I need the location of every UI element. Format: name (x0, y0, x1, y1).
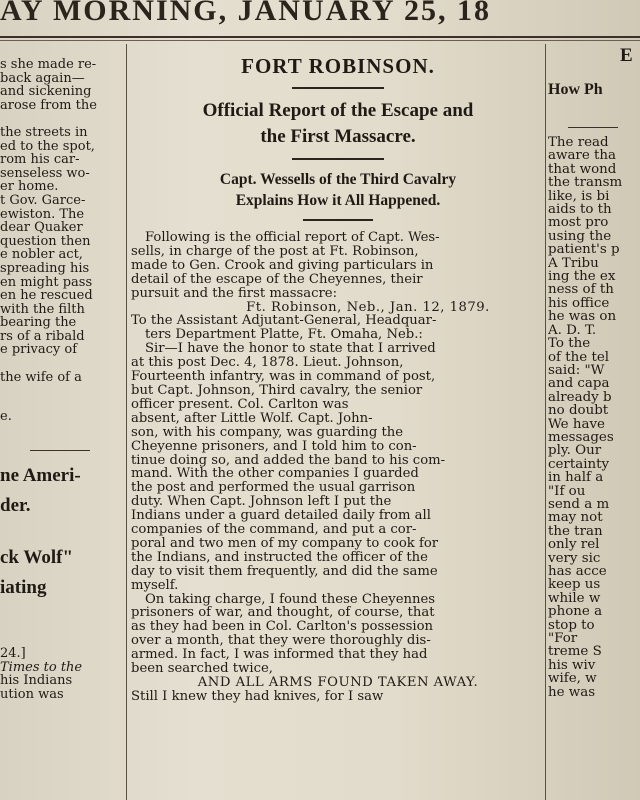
text-line: has acce (548, 564, 607, 579)
text-line: "For (548, 631, 578, 647)
text-line: prisoners of war, and thought, of course, that (131, 605, 435, 621)
masthead (0, 0, 640, 30)
text-line: Indians under a guard detailed daily from all (131, 508, 431, 524)
subheadline-line: Explains How it All Happened. (235, 192, 441, 209)
text-line: Times to the (0, 659, 83, 675)
text-line: Sir—I have the honor to state that I arrived (145, 341, 436, 357)
text-line (0, 112, 124, 126)
text-line: pursuit and the first massacre: (131, 285, 338, 301)
text-line: ed to the spot, (0, 138, 95, 154)
text-line: absent, after Little Wolf. Capt. John- (131, 410, 373, 426)
text-line: stop to (548, 617, 595, 633)
text-line: messages (548, 429, 614, 445)
text-line: at this post Dec. 4, 1878. Lieut. Johnson, (131, 355, 404, 371)
text-line: "If ou (548, 483, 586, 499)
subhead-dash (292, 158, 384, 160)
text-line: t Gov. Garce- (0, 192, 86, 208)
text-line: only rel (548, 537, 600, 553)
headline-line: iating (0, 576, 47, 598)
column-separator-right (545, 44, 546, 800)
text-line: and sickening (0, 84, 92, 100)
text-line: send a m (548, 496, 610, 512)
text-line: spreading his (0, 260, 90, 276)
text-line: en he rescued (0, 288, 93, 304)
text-line: bearing the (0, 315, 77, 331)
article-address (131, 314, 545, 342)
text-line: rs of a ribald (0, 328, 85, 344)
text-line: phone a (548, 604, 603, 620)
text-line: been searched twice, (131, 661, 273, 677)
right-column-top: E (620, 45, 633, 66)
text-line: aids to th (548, 202, 612, 218)
subheadline-2 (131, 169, 545, 211)
subheadline-line: the First Massacre. (260, 126, 416, 147)
text-line: ution was (0, 687, 64, 703)
text-line: er home. (0, 179, 59, 195)
text-line: patient's p (548, 242, 620, 258)
text-line: To the Assistant Adjutant-General, Headquar- (131, 313, 437, 329)
text-line: back again— (0, 70, 85, 86)
text-line: poral and two men of my company to cook for (131, 535, 439, 551)
text-line: over a month, that they were thoroughly dis- (131, 633, 431, 649)
right-column-text (548, 136, 640, 699)
text-line: made to Gen. Crook and giving particulars in (131, 257, 434, 273)
text-line: son, with his company, was guarding the (131, 424, 404, 440)
text-line: A. D. T. (548, 322, 597, 338)
text-line: in half a (548, 470, 604, 486)
headline-dash (292, 87, 384, 89)
text-line: rom his car- (0, 152, 80, 168)
text-line: en might pass (0, 274, 93, 290)
divider (30, 450, 90, 451)
text-line: duty. When Capt. Johnson left I put the (131, 494, 392, 510)
text-line: of the tel (548, 349, 610, 365)
text-line: the tran (548, 523, 603, 539)
text-line: On taking charge, I found these Cheyennes (145, 591, 436, 607)
left-column-text (0, 58, 124, 384)
subheadline-line: Capt. Wessells of the Third Cavalry (219, 171, 457, 188)
text-line: said: "W (548, 362, 605, 378)
text-line: Cheyenne prisoners, and I told him to con- (131, 438, 417, 454)
text-line: e nobler act, (0, 247, 83, 263)
text-line: ing the ex (548, 269, 616, 285)
right-column-headline: How Ph (548, 81, 603, 98)
text-line: the streets in (0, 124, 88, 140)
text-line: myself. (131, 577, 179, 593)
text-line: s she made re- (0, 58, 97, 72)
text-line: his office (548, 295, 610, 311)
article-body-1 (131, 342, 545, 592)
dateline: Ft. Robinson, Neb., Jan. 12, 1879. (246, 299, 490, 315)
text-line: using the (548, 228, 612, 244)
section-caps-line: AND ALL ARMS FOUND TAKEN AWAY. (197, 675, 479, 690)
left-column-headline-2 (0, 543, 124, 603)
text-line: keep us (548, 577, 601, 593)
text-line: but Capt. Johnson, Third cavalry, the senior (131, 382, 423, 398)
text-line: detail of the escape of the Cheyennes, their (131, 271, 423, 287)
text-line: e privacy of (0, 342, 78, 358)
article-last-line: Still I knew they had knives, for I saw (131, 688, 384, 704)
text-line: We have (548, 416, 605, 432)
text-line: day to visit them frequently, and did the same (131, 563, 438, 579)
text-line: armed. In fact, I was informed that they had (131, 647, 428, 663)
text-line: with the filth (0, 301, 85, 317)
text-line: dear Quaker (0, 220, 83, 236)
text-line: no doubt (548, 403, 609, 419)
headline-line: ne Ameri- (0, 464, 81, 486)
text-line: ters Department Platte, Ft. Omaha, Neb.: (145, 327, 423, 343)
masthead-rule-thin (0, 40, 640, 41)
text-line: certainty (548, 456, 610, 472)
text-line: ness of th (548, 282, 614, 298)
text-line: senseless wo- (0, 165, 90, 181)
text-line: the wife of a (0, 369, 82, 385)
left-column (0, 58, 124, 800)
subheadline-line: Official Report of the Escape and (202, 100, 474, 121)
right-column (548, 45, 640, 800)
text-line: arose from the (0, 97, 97, 113)
text-line: the transm (548, 175, 623, 191)
subhead2-dash (303, 219, 373, 221)
text-line: Fourteenth infantry, was in command of post, (131, 369, 436, 385)
text-line: ewiston. The (0, 206, 85, 222)
text-line: officer present. Col. Carlton was (131, 396, 349, 412)
text-line: the Indians, and instructed the officer of the (131, 549, 428, 565)
text-line: A Tribu (548, 255, 599, 271)
text-line: his wiv (548, 657, 596, 673)
headline-line: ck Wolf" (0, 546, 74, 568)
text-line: already b (548, 389, 612, 405)
left-column-bottom-text (0, 661, 124, 702)
headline-line: der. (0, 494, 31, 516)
text-line: while w (548, 590, 601, 606)
divider (568, 99, 618, 128)
column-separator-left (126, 44, 127, 800)
masthead-text: AY MORNING, JANUARY 25, 18 (0, 0, 491, 27)
text-line: ply. Our (548, 443, 602, 459)
text-line: mand. With the other companies I guarded (131, 466, 419, 482)
text-line: most pro (548, 215, 609, 231)
text-line: very sic (548, 550, 601, 566)
left-column-fragment: e. (0, 409, 12, 425)
text-line: he was (548, 684, 596, 700)
headline: FORT ROBINSON. (241, 54, 435, 78)
text-line: treme S (548, 644, 602, 660)
text-line: The read (548, 135, 609, 150)
left-column-dateline: 24.] (0, 645, 26, 661)
text-line: question then (0, 233, 91, 249)
text-line: wife, w (548, 671, 597, 687)
text-line: he was on (548, 309, 617, 325)
text-line: tinue doing so, and added the band to his com- (131, 452, 446, 468)
text-line: like, is bi (548, 188, 610, 204)
text-line: and capa (548, 376, 610, 392)
text-line: sells, in charge of the post at Ft. Robinson, (131, 243, 419, 259)
subheadline (131, 98, 545, 150)
text-line: his Indians (0, 673, 73, 689)
masthead-rule (0, 36, 640, 38)
text-line: companies of the command, and put a cor- (131, 522, 417, 538)
text-line (0, 357, 124, 371)
text-line: may not (548, 510, 603, 526)
text-line: aware tha (548, 148, 616, 164)
text-line: To the (548, 336, 591, 352)
text-line: Following is the official report of Capt. Wes- (145, 230, 440, 245)
middle-column (131, 48, 545, 800)
left-column-headline (0, 461, 124, 521)
article-intro (131, 231, 545, 301)
text-line: as they had been in Col. Carlton's possession (131, 619, 434, 635)
article-body-2 (131, 593, 545, 676)
text-line: the post and performed the usual garrison (131, 480, 416, 496)
text-line: that wond (548, 161, 617, 177)
